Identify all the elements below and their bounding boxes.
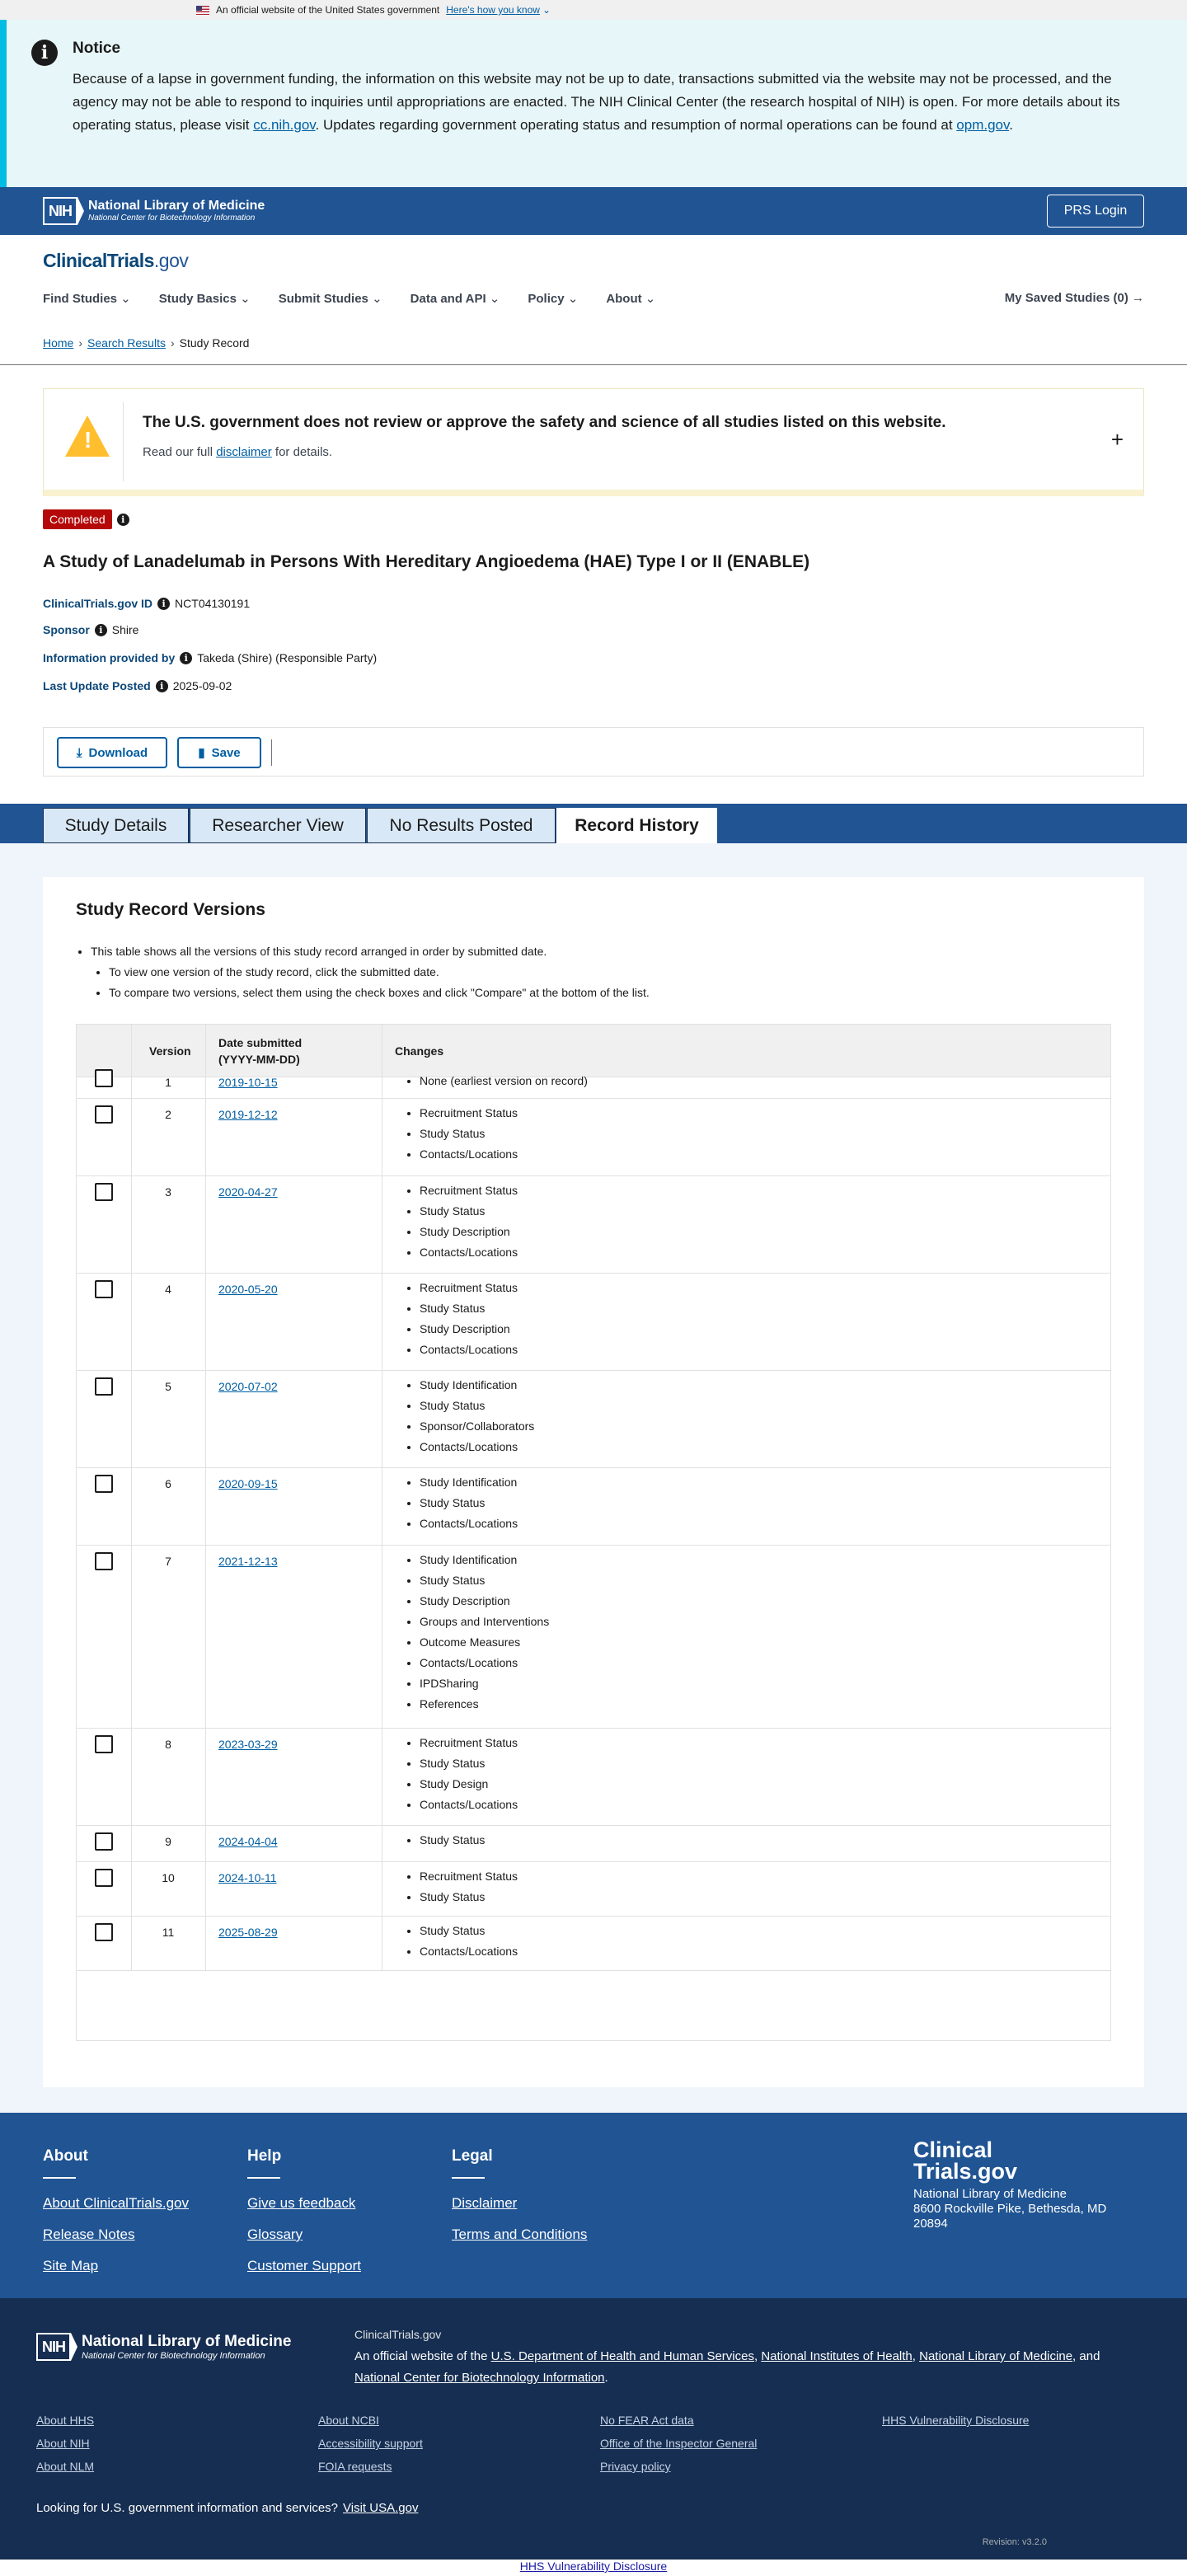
versions-title: Study Record Versions — [76, 900, 265, 919]
change-item: • Recruitment Status — [420, 1103, 518, 1124]
change-item: • Recruitment Status — [420, 1180, 518, 1201]
link-nih[interactable]: National Institutes of Health — [761, 2349, 913, 2363]
change-item: • Study Description — [420, 1319, 518, 1340]
footer-nlm-logo[interactable]: NIH National Library of Medicine National Center for Biotechnology Information — [36, 2333, 291, 2361]
version-checkbox[interactable] — [95, 1869, 113, 1887]
version-date-link[interactable]: 2019-12-12 — [218, 1108, 278, 1121]
version-date-link[interactable]: 2023-03-29 — [218, 1738, 278, 1751]
version-checkbox[interactable] — [95, 1183, 113, 1201]
table-row — [77, 1826, 1110, 1862]
action-bar — [43, 727, 1144, 777]
version-checkbox[interactable] — [95, 1552, 113, 1570]
table-row — [77, 1099, 1110, 1176]
table-row — [77, 1371, 1110, 1468]
tab-study-details[interactable]: Study Details — [43, 808, 189, 843]
nav-policy[interactable]: Policy ⌄ — [528, 291, 578, 306]
versions-intro: • This table shows all the versions of this study record arranged in order by submitted date. • To view one version of the study record, click the submitted date. • To compare two versions, select them using the check boxes and click "Compare" at the bottom of the list. — [91, 941, 650, 1003]
alert-title: The U.S. government does not review or approve the safety and science of all studies listed on this website. — [143, 414, 946, 431]
link-foia[interactable]: FOIA requests — [318, 2460, 392, 2473]
prs-login-button[interactable]: PRS Login — [1047, 195, 1144, 228]
footer-about: About About ClinicalTrials.gov Release Notes Site Map — [43, 2147, 189, 2273]
revision-label: Revision: v3.2.0 — [982, 2537, 1047, 2547]
change-item: • Contacts/Locations — [420, 1242, 518, 1263]
col-version: Version — [149, 1044, 191, 1058]
col-date: Date submitted (YYYY-MM-DD) — [218, 1036, 303, 1066]
nav-submit-studies[interactable]: Submit Studies ⌄ — [279, 291, 382, 306]
change-item: • Study Status — [420, 1830, 485, 1851]
change-item: • Study Status — [420, 1298, 518, 1319]
change-item: • Study Description — [420, 1222, 518, 1242]
version-number: 11 — [162, 1926, 175, 1939]
changes-list — [420, 1180, 518, 1263]
gov-banner — [0, 0, 1187, 20]
link-about-nih[interactable]: About NIH — [36, 2437, 90, 2450]
col-changes: Changes — [395, 1044, 444, 1058]
study-title: A Study of Lanadelumab in Persons With Hereditary Angioedema (HAE) Type I or II (ENABLE) — [43, 552, 810, 571]
study-id-row: ClinicalTrials.gov ID i NCT04130191 — [43, 597, 251, 610]
column-divider — [205, 1025, 206, 1971]
change-item: • Recruitment Status — [420, 1733, 518, 1753]
link-about-ncbi[interactable]: About NCBI — [318, 2414, 379, 2427]
version-number: 7 — [165, 1555, 171, 1568]
us-flag-icon — [196, 6, 209, 15]
changes-list — [420, 1830, 485, 1851]
version-number: 8 — [165, 1738, 171, 1751]
bottom-vulnerability-link-row — [0, 2560, 1187, 2573]
link-privacy[interactable]: Privacy policy — [600, 2460, 671, 2473]
table-row — [77, 1468, 1110, 1546]
expand-plus-icon[interactable]: + — [1110, 427, 1124, 452]
change-item: • Study Status — [420, 1396, 534, 1416]
sponsor-row: Sponsor i Shire — [43, 623, 139, 636]
footer-help: Help Give us feedback Glossary Customer Support — [247, 2147, 361, 2273]
link-about-nlm[interactable]: About NLM — [36, 2460, 95, 2473]
link-usa-gov[interactable]: Visit USA.gov — [343, 2501, 419, 2515]
changes-list — [420, 1472, 518, 1534]
changes-list — [420, 1375, 534, 1457]
tab-no-results-posted[interactable]: No Results Posted — [367, 808, 556, 843]
version-number: 9 — [165, 1835, 171, 1848]
version-date-link[interactable]: 2019-10-15 — [218, 1076, 278, 1089]
download-icon: ⤓ — [76, 745, 82, 760]
chevron-right-icon: › — [170, 336, 175, 350]
link-hhs[interactable]: U.S. Department of Health and Human Services — [490, 2349, 754, 2363]
footer-address: 8600 Rockville Pike, Bethesda, MD 20894 — [913, 2202, 1107, 2231]
change-item: • Study Status — [420, 1921, 518, 1941]
change-item: • Study Description — [420, 1591, 549, 1612]
chevron-right-icon: › — [78, 336, 83, 350]
version-checkbox[interactable] — [95, 1923, 113, 1941]
change-item: • Study Design — [420, 1774, 518, 1795]
version-number: 4 — [165, 1283, 171, 1296]
footer-link-glossary[interactable]: Glossary — [247, 2226, 303, 2242]
breadcrumb — [43, 336, 249, 350]
status-badge: Completed — [43, 509, 112, 529]
nlm-name: National Library of Medicine — [88, 199, 265, 213]
link-nlm[interactable]: National Library of Medicine — [919, 2349, 1073, 2363]
info-icon[interactable]: i — [157, 598, 170, 610]
change-item: • Contacts/Locations — [420, 1513, 518, 1534]
link-about-hhs[interactable]: About HHS — [36, 2414, 95, 2427]
footer-links-col1 — [36, 2414, 94, 2483]
breadcrumb-search-results[interactable]: Search Results — [87, 336, 166, 350]
column-divider — [131, 1025, 132, 1971]
version-number: 5 — [165, 1380, 171, 1393]
change-item: • Contacts/Locations — [420, 1795, 518, 1815]
tab-researcher-view[interactable]: Researcher View — [190, 808, 366, 843]
change-item: • None (earliest version on record) — [420, 1071, 588, 1091]
versions-table — [76, 1024, 1111, 2041]
nav-study-basics[interactable]: Study Basics ⌄ — [159, 291, 251, 306]
nlm-logo[interactable]: NIH National Library of Medicine National Center for Biotechnology Information — [43, 197, 265, 225]
link-accessibility[interactable]: Accessibility support — [318, 2437, 423, 2450]
table-row — [77, 1074, 1110, 1099]
cc-nih-link[interactable]: cc.nih.gov — [253, 117, 316, 133]
bookmark-icon: ▮ — [198, 746, 205, 760]
version-checkbox[interactable] — [95, 1377, 113, 1396]
footer-link-feedback[interactable]: Give us feedback — [247, 2195, 356, 2211]
changes-list — [420, 1103, 518, 1165]
saved-studies-link[interactable]: My Saved Studies (0) → — [1004, 291, 1144, 305]
status-row — [43, 509, 134, 529]
change-item: • Study Status — [420, 1753, 518, 1774]
version-checkbox[interactable] — [95, 1280, 113, 1298]
version-checkbox[interactable] — [95, 1735, 113, 1753]
nih-bar — [0, 187, 1187, 235]
study-tabs — [0, 804, 1187, 843]
table-header — [77, 1025, 1110, 1077]
warning-icon: ! — [65, 415, 110, 457]
changes-list — [420, 1071, 588, 1091]
table-row — [77, 1546, 1110, 1729]
notice-body: Because of a lapse in government funding, the information on this website may not be up to date, transactions submitted via the website may not be processed, and the agency may not be able to respond to inquiries until appropriations are enacted. The NIH Clinical Center (the research hospital of NIH) is open. For more details about its operating status, please visit cc.nih.gov. Updates regarding government operating status and resumption of normal operations can be found at opm.gov. — [73, 71, 1120, 133]
provided-by-value: Takeda (Shire) (Responsible Party) — [197, 651, 378, 664]
footer-links-col4 — [882, 2414, 1029, 2437]
main-nav — [43, 291, 655, 306]
change-item: • Contacts/Locations — [420, 1144, 518, 1165]
info-icon: i — [31, 40, 58, 66]
changes-list — [420, 1278, 518, 1360]
version-checkbox[interactable] — [95, 1069, 113, 1087]
footer-links-col2 — [318, 2414, 423, 2483]
version-date-link[interactable]: 2020-07-02 — [218, 1380, 278, 1393]
link-ncbi[interactable]: National Center for Biotechnology Information — [354, 2371, 605, 2385]
changes-list — [420, 1733, 518, 1815]
download-button[interactable]: ⤓ Download — [57, 737, 167, 768]
clinicaltrials-logo[interactable]: ClinicalTrials.gov — [43, 250, 189, 271]
info-icon[interactable]: i — [180, 652, 192, 664]
version-date-link[interactable]: 2020-05-20 — [218, 1283, 278, 1296]
bottom-vulnerability-link[interactable]: HHS Vulnerability Disclosure — [519, 2560, 668, 2573]
provided-by-row: Information provided by i Takeda (Shire) (Responsible Party) — [43, 651, 378, 664]
footer-link-disclaimer[interactable]: Disclaimer — [452, 2195, 518, 2211]
change-item: • Study Status — [420, 1887, 518, 1907]
version-date-link[interactable]: 2020-04-27 — [218, 1185, 278, 1199]
footer-links-col3 — [600, 2414, 757, 2483]
tab-record-history[interactable]: Record History — [556, 808, 717, 843]
version-date-link[interactable]: 2020-09-15 — [218, 1477, 278, 1490]
info-icon[interactable]: i — [117, 514, 129, 526]
save-button[interactable]: ▮ Save — [177, 737, 261, 768]
gov-banner-text: An official website of the United States government — [216, 4, 440, 16]
link-oig[interactable]: Office of the Inspector General — [600, 2437, 758, 2450]
version-date-link[interactable]: 2021-12-13 — [218, 1555, 278, 1568]
version-number: 1 — [165, 1076, 171, 1089]
table-row — [77, 1274, 1110, 1371]
change-item: • Contacts/Locations — [420, 1653, 549, 1673]
change-item: • Sponsor/Collaborators — [420, 1416, 534, 1437]
change-item: • Recruitment Status — [420, 1866, 518, 1887]
record-versions-card — [43, 877, 1144, 2087]
change-item: • Study Status — [420, 1124, 518, 1144]
change-item: • Study Status — [420, 1570, 549, 1591]
change-item: • Outcome Measures — [420, 1632, 549, 1653]
breadcrumb-home[interactable]: Home — [43, 336, 74, 350]
notice-title: Notice — [73, 40, 121, 57]
footer-link-terms[interactable]: Terms and Conditions — [452, 2226, 588, 2242]
footer-ct-logo: Clinical Trials.gov National Library of Medicine 8600 Rockville Pike, Bethesda, MD 20894 — [913, 2139, 1128, 2231]
footer-link-site-map[interactable]: Site Map — [43, 2258, 99, 2273]
change-item: • IPDSharing — [420, 1673, 549, 1694]
version-date-link[interactable]: 2025-08-29 — [218, 1926, 278, 1939]
change-item: • Contacts/Locations — [420, 1437, 534, 1457]
footer-agency-text: An official website of the U.S. Department of Health and Human Services, National Institutes of Health, National Library of Medicine, and National Center for Biotechnology Information. — [354, 2349, 1100, 2385]
breadcrumb-current: Study Record — [179, 336, 250, 350]
alert-text: Read our full disclaimer for details. — [143, 445, 333, 459]
change-item: • Study Status — [420, 1201, 518, 1222]
footer-org: National Library of Medicine — [913, 2187, 1067, 2201]
change-item: • Recruitment Status — [420, 1278, 518, 1298]
study-id-value: NCT04130191 — [175, 597, 251, 610]
notice-banner — [0, 20, 1187, 187]
footer-legal: Legal Disclaimer Terms and Conditions — [452, 2147, 588, 2242]
version-number: 3 — [165, 1185, 171, 1199]
footer-agency — [0, 2298, 1187, 2560]
table-row — [77, 1862, 1110, 1917]
ncbi-name: National Center for Biotechnology Information — [88, 213, 256, 223]
opm-link[interactable]: opm.gov — [956, 117, 1010, 133]
change-item: • Study Identification — [420, 1550, 549, 1570]
sponsor-value: Shire — [111, 623, 139, 636]
change-item: • Study Identification — [420, 1472, 518, 1493]
last-update-row: Last Update Posted i 2025-09-02 — [43, 679, 232, 692]
footer-link-support[interactable]: Customer Support — [247, 2258, 361, 2273]
link-no-fear[interactable]: No FEAR Act data — [600, 2414, 694, 2427]
change-item: • References — [420, 1694, 549, 1715]
changes-list — [420, 1550, 549, 1715]
changes-list — [420, 1921, 518, 1962]
changes-list — [420, 1866, 518, 1907]
version-number: 6 — [165, 1477, 171, 1490]
usa-gov-row: Looking for U.S. government information and services? Visit USA.gov — [36, 2501, 419, 2515]
how-you-know-link[interactable]: Here's how you know — [446, 4, 540, 16]
last-update-value: 2025-09-02 — [172, 679, 232, 692]
footer-link-release-notes[interactable]: Release Notes — [43, 2226, 135, 2242]
table-row — [77, 1176, 1110, 1274]
footer-main — [0, 2113, 1187, 2298]
info-icon[interactable]: i — [156, 680, 168, 692]
version-checkbox[interactable] — [95, 1475, 113, 1493]
disclaimer-alert — [43, 388, 1144, 496]
version-checkbox[interactable] — [95, 1832, 113, 1851]
table-row — [77, 1917, 1110, 1971]
version-date-link[interactable]: 2024-04-04 — [218, 1835, 278, 1848]
nav-data-api[interactable]: Data and API ⌄ — [411, 291, 500, 306]
change-item: • Study Status — [420, 1493, 518, 1513]
arrow-right-icon: → — [1132, 291, 1144, 305]
footer-link-about-ct[interactable]: About ClinicalTrials.gov — [43, 2195, 189, 2211]
nav-about[interactable]: About ⌄ — [606, 291, 655, 306]
version-number: 10 — [162, 1871, 175, 1884]
change-item: • Contacts/Locations — [420, 1941, 518, 1962]
link-hhs-vulnerability[interactable]: HHS Vulnerability Disclosure — [882, 2414, 1030, 2427]
info-icon[interactable]: i — [95, 624, 107, 636]
version-number: 2 — [165, 1108, 171, 1121]
change-item: • Groups and Interventions — [420, 1612, 549, 1632]
table-row — [77, 1729, 1110, 1826]
change-item: • Contacts/Locations — [420, 1340, 518, 1360]
version-date-link[interactable]: 2024-10-11 — [218, 1871, 277, 1884]
footer-ct-label: ClinicalTrials.gov — [354, 2328, 442, 2341]
chevron-down-icon: ⌄ — [542, 4, 551, 16]
nav-find-studies[interactable]: Find Studies ⌄ — [43, 291, 131, 306]
disclaimer-link[interactable]: disclaimer — [216, 445, 272, 459]
version-checkbox[interactable] — [95, 1105, 113, 1124]
change-item: • Study Identification — [420, 1375, 534, 1396]
